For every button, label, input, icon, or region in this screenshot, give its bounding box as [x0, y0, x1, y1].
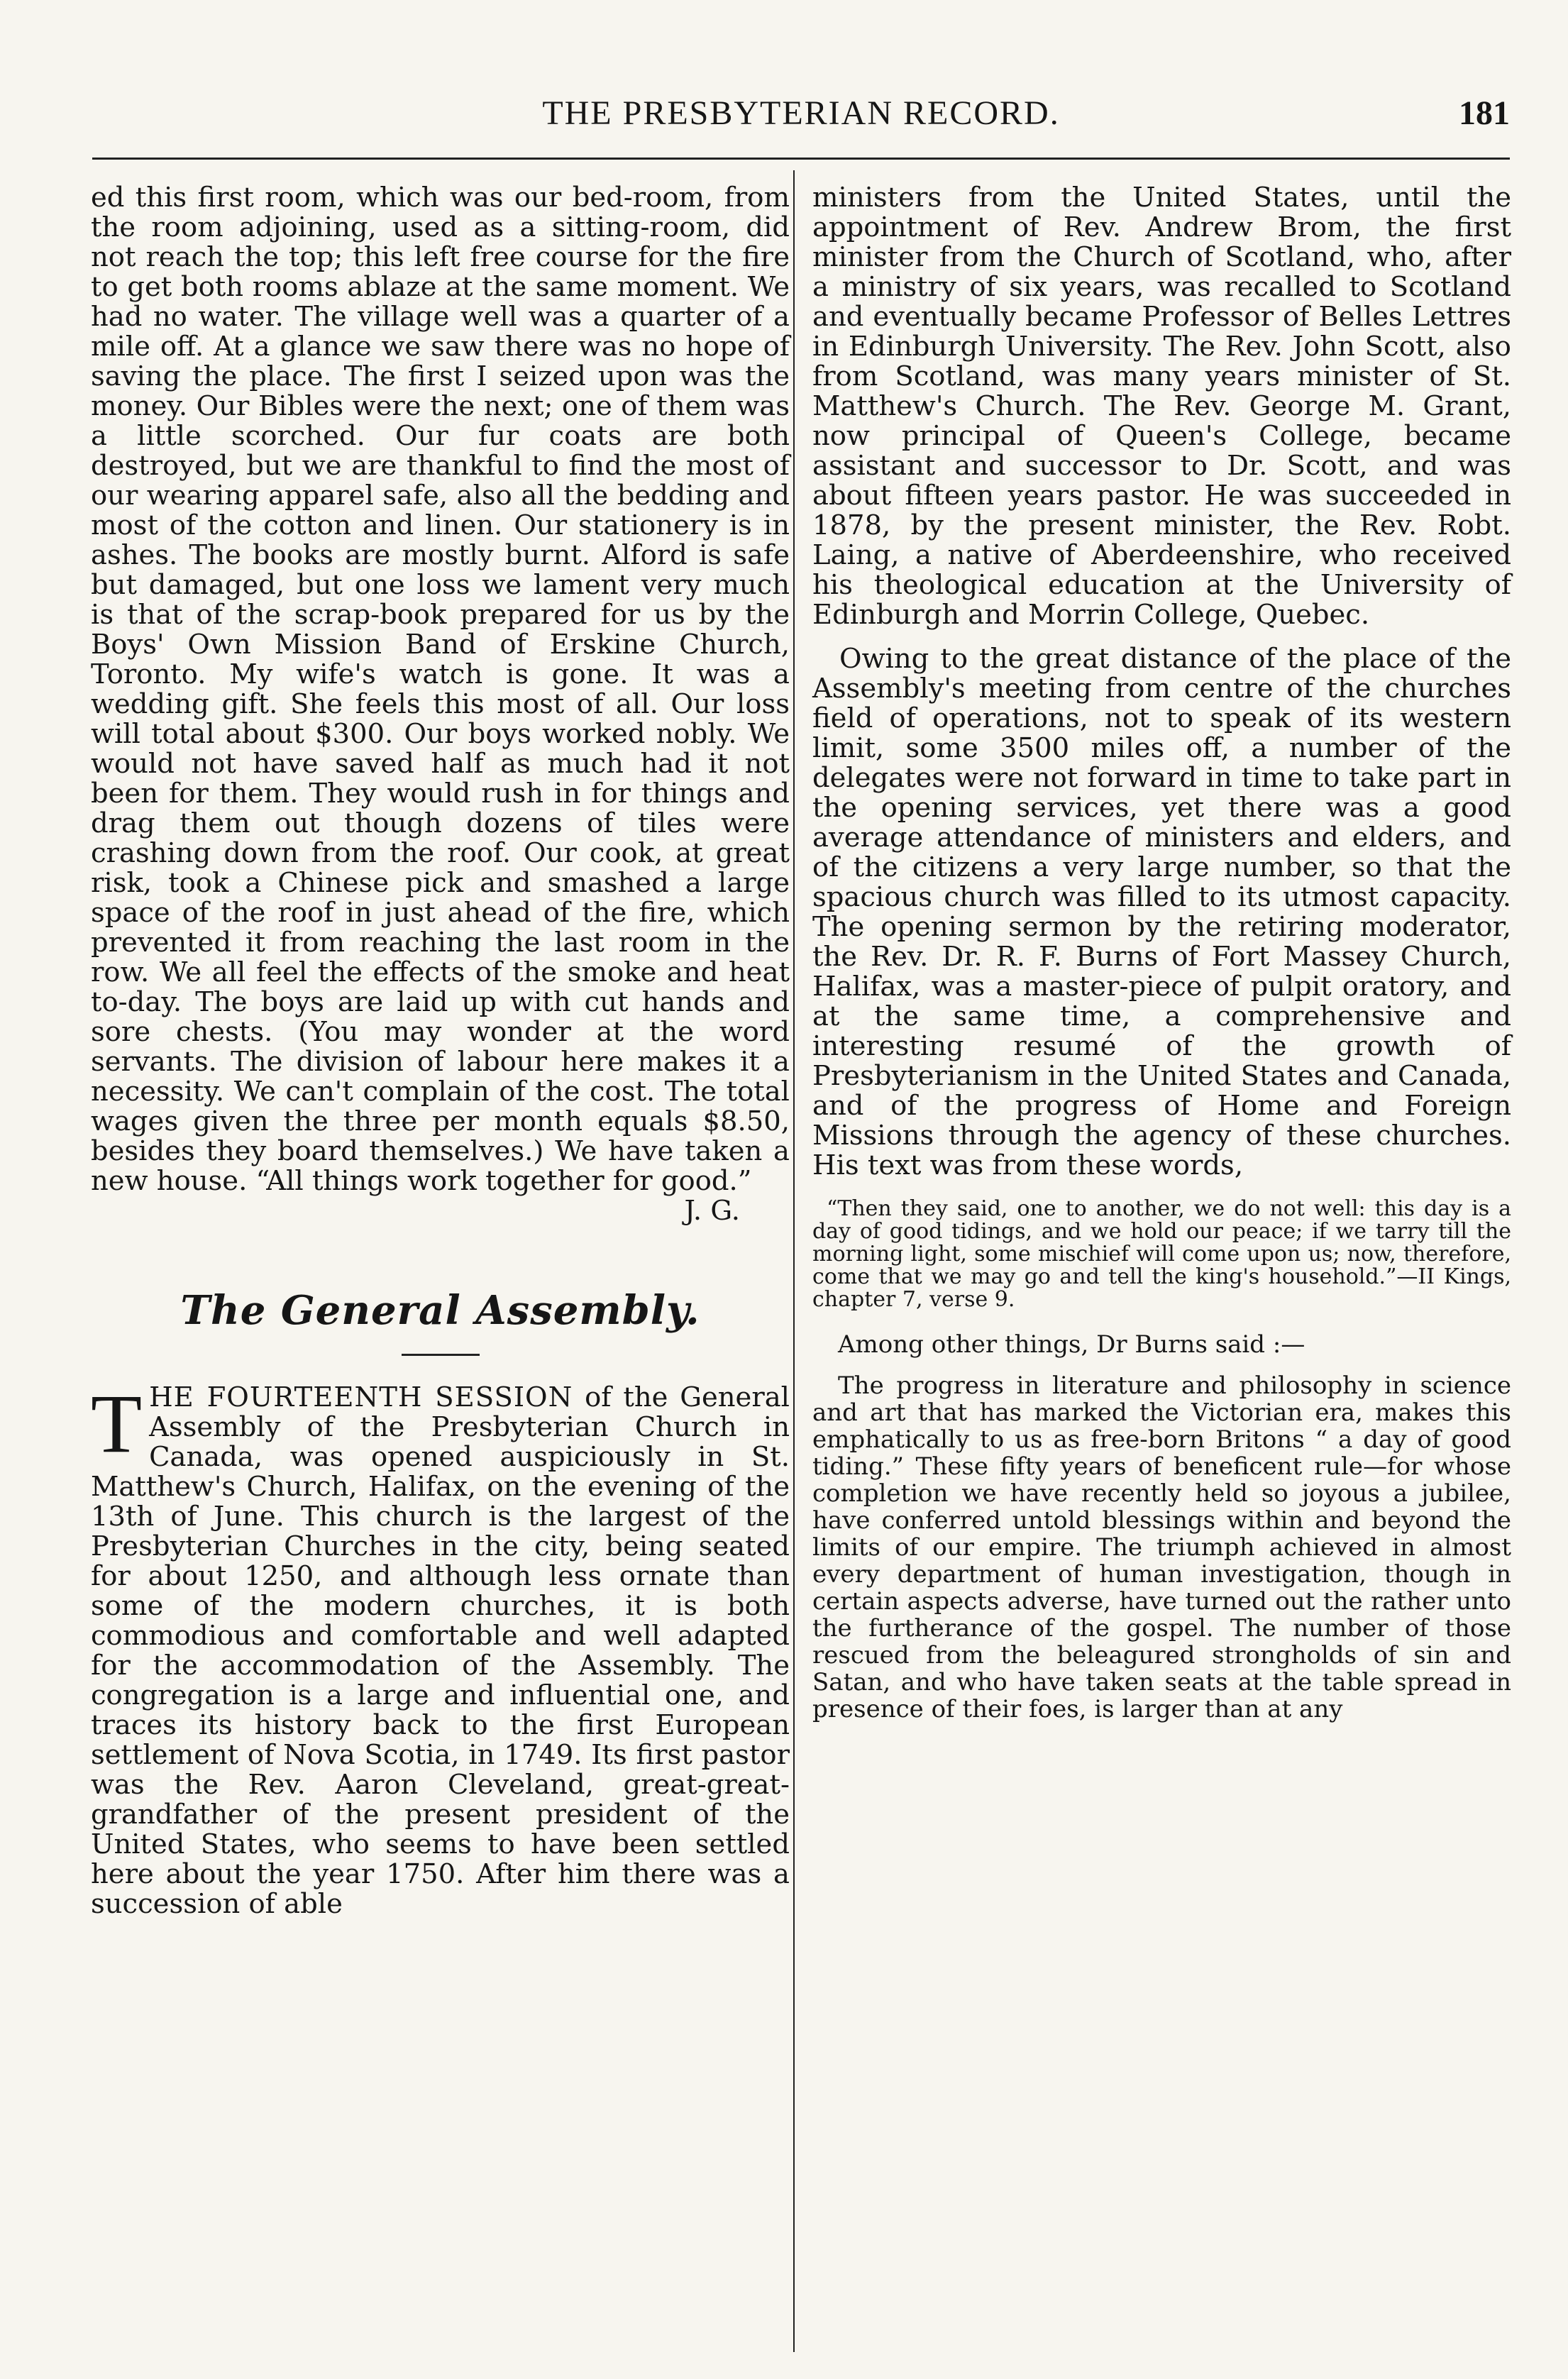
ministers-paragraph: ministers from the United States, until the appointment of Rev. Andrew Brom, the first minister from the Church of Scotland, who, after a ministry of six years, was recalled to Scotland and eventually became Professor of Belles Lettres in Edinburgh University. The Rev. John Scott, also from Scotland, was many years minister of St. Matthew's Church. The Rev. George M. Grant, now principal of Queen's College, became assistant and successor to Dr. Scott, and was about fifteen years pastor. He was succeeded in 1878, by the present minister, the Rev. Robt. Laing, a native of Aberdeenshire, who received his theological education at the University of Edinburgh and Morrin College, Quebec.	[812, 182, 1511, 631]
assembly-opening-smallcaps: HE FOURTEENTH SESSION	[149, 1381, 573, 1413]
right-column	[812, 183, 1511, 1723]
letter-signature: J. G.	[684, 1195, 740, 1227]
running-title: THE PRESBYTERIAN RECORD.	[542, 94, 1060, 132]
header-rule	[92, 158, 1510, 160]
opening-paragraph: Owing to the great distance of the place of the Assembly's meeting from centre of the churches field of operations, not to speak of its western limit, some 3500 miles off, a number of the delegates were not forward in time to take part in the opening services, yet there was a good average attendance of ministers and elders, and of the citizens a very large number, so that the spacious church was filled to its utmost capacity. The opening sermon by the retiring moderator, the Rev. Dr. R. F. Burns of Fort Massey Church, Halifax, was a master-piece of pulpit oratory, and at the same time, a comprehensive and interesting resumé of the growth of Presbyterianism in the United States and Canada, and of the progress of Home and Foreign Missions through the agency of these churches. His text was from these words,	[812, 643, 1511, 1181]
letter-signature-line	[91, 1196, 790, 1226]
burns-intro: Among other things, Dr Burns said :—	[838, 1330, 1305, 1359]
assembly-body: of the General Assembly of the Presbyterian Church in Canada, was opened auspiciously in St. Matthew's Church, Halifax, on the evening of the 13th of June. This church is the largest of the Presbyterian Churches in the city, being seated for about 1250, and although less ornate than some of the modern churches, it is both commodious and comfortable and well adapted for the accommodation of the Assembly. The congregation is a large and influential one, and traces its history back to the first European settlement of Nova Scotia, in 1749. Its first pastor was the Rev. Aaron Cleveland, great-great-grandfather of the present president of the United States, who seems to have been settled here about the year 1750. After him there was a succession of able	[91, 1381, 790, 1920]
assembly-paragraph	[91, 1377, 790, 1920]
page-number: 181	[1459, 94, 1510, 132]
scripture-quote: “Then they said, one to another, we do not well: this day is a day of good tidings, and we hold our peace; if we tarry till the morning light, some mischief will come upon us; now, therefore, come that we may go and tell the king's household.”—II Kings, chapter 7, verse 9.	[812, 1196, 1511, 1312]
letter-continuation: ed this first room, which was our bed-room, from the room adjoining, used as a sitting-room, did not reach the top; this left free course for the fire to get both rooms ablaze at the same moment. We had no water. The village well was a quarter of a mile off. At a glance we saw there was no hope of saving the place. The first I seized upon was the money. Our Bibles were the next; one of them was a little scorched. Our fur coats are both destroyed, but we are thankful to find the most of our wearing apparel safe, also all the bedding and most of the cotton and linen. Our stationery is in ashes. The books are mostly burnt. Alford is safe but damaged, but one loss we lament very much is that of the scrap-book prepared for us by the Boys' Own Mission Band of Erskine Church, Toronto. My wife's watch is gone. It was a wedding gift. She feels this most of all. Our loss will total about $300. Our boys worked nobly. We would not have saved half as much had it not been for them. They would rush in for things and drag them out though dozens of tiles were crashing down from the roof. Our cook, at great risk, took a Chinese pick and smashed a large space of the roof in just ahead of the fire, which prevented it from reaching the last room in the row. We all feel the effects of the smoke and heat to-day. The boys are laid up with cut hands and sore chests. (You may wonder at the word servants. The division of labour here makes it a necessity. We can't complain of the cost. The total wages given the three per month equals $8.50, besides they board themselves.) We have taken a new house. “All things work together for good.”	[91, 182, 790, 1197]
page-header	[92, 94, 1510, 136]
heading-rule	[402, 1354, 480, 1356]
burns-speech: The progress in literature and philosophy in science and art that has marked the Victorian era, makes this emphatically to us as free-born Britons “ a day of good tiding.” These fifty years of beneficent rule—for whose completion we have recently held so joyous a jubilee, have conferred untold blessings within and beyond the limits of our empire. The triumph achieved in almost every department of human investigation, though in certain aspects adverse, have turned out the rather unto the furtherance of the gospel. The number of those rescued from the beleagured strongholds of sin and Satan, and who have taken seats at the table spread in presence of their foes, is larger than at any	[812, 1371, 1511, 1723]
drop-cap: T	[91, 1377, 143, 1470]
left-column	[91, 183, 790, 1919]
section-heading: The General Assembly.	[180, 1287, 700, 1334]
column-divider	[793, 170, 795, 2352]
